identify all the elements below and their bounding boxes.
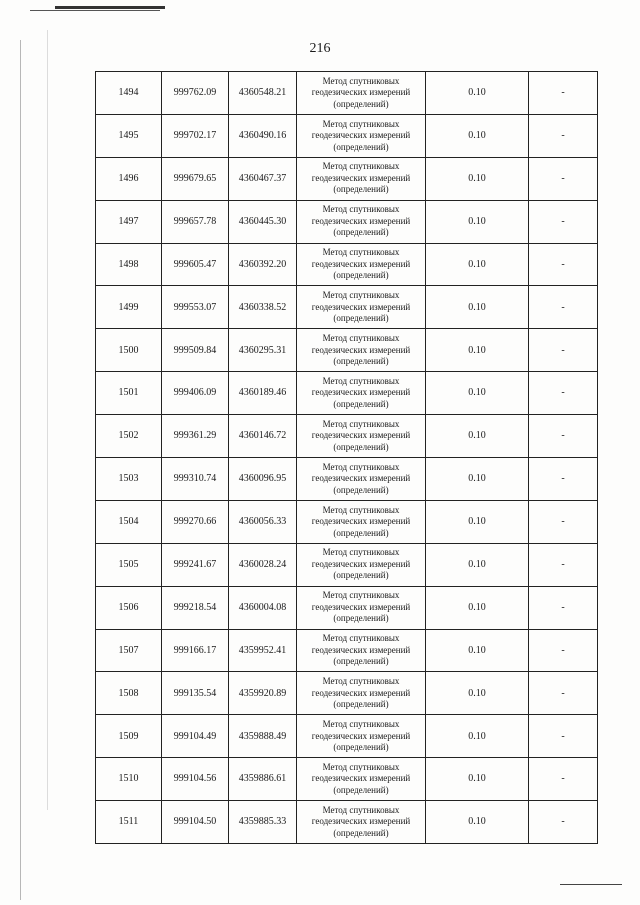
table-row	[96, 72, 598, 115]
method-line: Метод спутниковых	[322, 161, 400, 172]
method-line: (определений)	[333, 313, 389, 324]
point-number-cell: 1496	[96, 157, 162, 200]
table-row	[96, 758, 598, 801]
table-row	[96, 157, 598, 200]
scan-artifact-top-thin	[30, 10, 160, 11]
accuracy-cell: 0.10	[426, 200, 529, 243]
accuracy-cell: 0.10	[426, 586, 529, 629]
table-row	[96, 458, 598, 501]
method-cell	[297, 543, 426, 586]
y-coordinate-cell: 4360096.95	[229, 458, 297, 501]
method-line: Метод спутниковых	[322, 547, 400, 558]
y-coordinate-cell: 4360189.46	[229, 372, 297, 415]
point-number-cell: 1498	[96, 243, 162, 286]
method-line: Метод спутниковых	[322, 418, 400, 429]
x-coordinate-cell: 999509.84	[162, 329, 229, 372]
x-coordinate-cell: 999762.09	[162, 72, 229, 115]
method-cell	[297, 801, 426, 844]
method-cell	[297, 415, 426, 458]
method-cell	[297, 458, 426, 501]
method-cell	[297, 329, 426, 372]
method-line: геодезических измерений	[311, 258, 411, 269]
note-cell: -	[529, 458, 598, 501]
method-cell	[297, 72, 426, 115]
y-coordinate-cell: 4359888.49	[229, 715, 297, 758]
method-line: (определений)	[333, 270, 389, 281]
method-line: геодезических измерений	[311, 558, 411, 569]
method-cell	[297, 715, 426, 758]
point-number-cell: 1506	[96, 586, 162, 629]
method-line: геодезических измерений	[311, 773, 411, 784]
method-line: (определений)	[333, 441, 389, 452]
method-line: (определений)	[333, 656, 389, 667]
method-cell	[297, 758, 426, 801]
method-line: геодезических измерений	[311, 215, 411, 226]
method-line: геодезических измерений	[311, 387, 411, 398]
point-number-cell: 1509	[96, 715, 162, 758]
method-line: Метод спутниковых	[322, 504, 400, 515]
note-cell: -	[529, 629, 598, 672]
accuracy-cell: 0.10	[426, 372, 529, 415]
method-line: геодезических измерений	[311, 601, 411, 612]
method-line: Метод спутниковых	[322, 633, 400, 644]
scan-artifact-left-margin-inner	[47, 30, 48, 810]
y-coordinate-cell: 4360467.37	[229, 157, 297, 200]
method-line: геодезических измерений	[311, 172, 411, 183]
scan-artifact-bottom-rule	[560, 884, 622, 885]
table-row	[96, 500, 598, 543]
method-line: (определений)	[333, 356, 389, 367]
scan-artifact-left-margin	[20, 40, 21, 900]
method-line: Метод спутниковых	[322, 247, 400, 258]
x-coordinate-cell: 999104.49	[162, 715, 229, 758]
method-line: Метод спутниковых	[322, 333, 400, 344]
accuracy-cell: 0.10	[426, 243, 529, 286]
table-row	[96, 543, 598, 586]
method-line: (определений)	[333, 227, 389, 238]
x-coordinate-cell: 999166.17	[162, 629, 229, 672]
accuracy-cell: 0.10	[426, 672, 529, 715]
point-number-cell: 1502	[96, 415, 162, 458]
accuracy-cell: 0.10	[426, 286, 529, 329]
table-row	[96, 200, 598, 243]
method-line: (определений)	[333, 827, 389, 838]
accuracy-cell: 0.10	[426, 758, 529, 801]
note-cell: -	[529, 329, 598, 372]
method-cell	[297, 114, 426, 157]
y-coordinate-cell: 4360295.31	[229, 329, 297, 372]
method-line: Метод спутниковых	[322, 590, 400, 601]
method-line: Метод спутниковых	[322, 118, 400, 129]
method-line: (определений)	[333, 784, 389, 795]
point-number-cell: 1501	[96, 372, 162, 415]
method-line: (определений)	[333, 570, 389, 581]
y-coordinate-cell: 4359920.89	[229, 672, 297, 715]
method-line: (определений)	[333, 98, 389, 109]
method-line: Метод спутниковых	[322, 75, 400, 86]
y-coordinate-cell: 4360548.21	[229, 72, 297, 115]
accuracy-cell: 0.10	[426, 801, 529, 844]
method-line: геодезических измерений	[311, 301, 411, 312]
method-line: Метод спутниковых	[322, 761, 400, 772]
point-number-cell: 1499	[96, 286, 162, 329]
accuracy-cell: 0.10	[426, 415, 529, 458]
method-line: геодезических измерений	[311, 344, 411, 355]
x-coordinate-cell: 999135.54	[162, 672, 229, 715]
table-row	[96, 286, 598, 329]
method-line: Метод спутниковых	[322, 290, 400, 301]
y-coordinate-cell: 4360445.30	[229, 200, 297, 243]
table-row	[96, 114, 598, 157]
method-line: геодезических измерений	[311, 87, 411, 98]
note-cell: -	[529, 543, 598, 586]
scan-artifact-top	[55, 6, 165, 9]
note-cell: -	[529, 72, 598, 115]
method-cell	[297, 586, 426, 629]
table-row	[96, 415, 598, 458]
method-line: (определений)	[333, 141, 389, 152]
note-cell: -	[529, 586, 598, 629]
method-line: геодезических измерений	[311, 816, 411, 827]
x-coordinate-cell: 999361.29	[162, 415, 229, 458]
x-coordinate-cell: 999605.47	[162, 243, 229, 286]
note-cell: -	[529, 114, 598, 157]
method-line: Метод спутниковых	[322, 804, 400, 815]
method-line: Метод спутниковых	[322, 676, 400, 687]
y-coordinate-cell: 4359885.33	[229, 801, 297, 844]
method-line: Метод спутниковых	[322, 461, 400, 472]
method-cell	[297, 372, 426, 415]
point-number-cell: 1507	[96, 629, 162, 672]
point-number-cell: 1497	[96, 200, 162, 243]
method-line: (определений)	[333, 184, 389, 195]
method-cell	[297, 286, 426, 329]
x-coordinate-cell: 999702.17	[162, 114, 229, 157]
y-coordinate-cell: 4360392.20	[229, 243, 297, 286]
accuracy-cell: 0.10	[426, 715, 529, 758]
point-number-cell: 1494	[96, 72, 162, 115]
x-coordinate-cell: 999657.78	[162, 200, 229, 243]
method-line: Метод спутниковых	[322, 204, 400, 215]
y-coordinate-cell: 4359886.61	[229, 758, 297, 801]
y-coordinate-cell: 4360056.33	[229, 500, 297, 543]
method-line: геодезических измерений	[311, 130, 411, 141]
method-line: геодезических измерений	[311, 730, 411, 741]
table-row	[96, 629, 598, 672]
table-row	[96, 586, 598, 629]
x-coordinate-cell: 999270.66	[162, 500, 229, 543]
method-line: (определений)	[333, 742, 389, 753]
point-number-cell: 1510	[96, 758, 162, 801]
method-cell	[297, 243, 426, 286]
note-cell: -	[529, 758, 598, 801]
accuracy-cell: 0.10	[426, 458, 529, 501]
point-number-cell: 1500	[96, 329, 162, 372]
point-number-cell: 1511	[96, 801, 162, 844]
note-cell: -	[529, 801, 598, 844]
coordinates-table-body	[96, 72, 598, 844]
page-number: 216	[309, 41, 331, 56]
method-line: Метод спутниковых	[322, 719, 400, 730]
accuracy-cell: 0.10	[426, 157, 529, 200]
note-cell: -	[529, 243, 598, 286]
method-line: (определений)	[333, 484, 389, 495]
accuracy-cell: 0.10	[426, 543, 529, 586]
x-coordinate-cell: 999310.74	[162, 458, 229, 501]
x-coordinate-cell: 999553.07	[162, 286, 229, 329]
accuracy-cell: 0.10	[426, 629, 529, 672]
accuracy-cell: 0.10	[426, 500, 529, 543]
y-coordinate-cell: 4360028.24	[229, 543, 297, 586]
point-number-cell: 1504	[96, 500, 162, 543]
table-row	[96, 243, 598, 286]
note-cell: -	[529, 415, 598, 458]
table-row	[96, 329, 598, 372]
note-cell: -	[529, 672, 598, 715]
method-cell	[297, 200, 426, 243]
method-cell	[297, 157, 426, 200]
accuracy-cell: 0.10	[426, 329, 529, 372]
method-line: (определений)	[333, 613, 389, 624]
method-line: геодезических измерений	[311, 430, 411, 441]
note-cell: -	[529, 200, 598, 243]
method-line: (определений)	[333, 699, 389, 710]
x-coordinate-cell: 999241.67	[162, 543, 229, 586]
note-cell: -	[529, 715, 598, 758]
x-coordinate-cell: 999104.56	[162, 758, 229, 801]
method-line: геодезических измерений	[311, 687, 411, 698]
method-cell	[297, 672, 426, 715]
method-line: геодезических измерений	[311, 473, 411, 484]
y-coordinate-cell: 4360146.72	[229, 415, 297, 458]
method-cell	[297, 629, 426, 672]
accuracy-cell: 0.10	[426, 114, 529, 157]
point-number-cell: 1495	[96, 114, 162, 157]
y-coordinate-cell: 4359952.41	[229, 629, 297, 672]
point-number-cell: 1505	[96, 543, 162, 586]
table-row	[96, 715, 598, 758]
coordinates-table	[95, 71, 598, 844]
note-cell: -	[529, 500, 598, 543]
method-line: Метод спутниковых	[322, 375, 400, 386]
method-line: геодезических измерений	[311, 644, 411, 655]
table-row	[96, 372, 598, 415]
method-line: (определений)	[333, 527, 389, 538]
table-row	[96, 672, 598, 715]
accuracy-cell: 0.10	[426, 72, 529, 115]
note-cell: -	[529, 372, 598, 415]
x-coordinate-cell: 999679.65	[162, 157, 229, 200]
method-cell	[297, 500, 426, 543]
y-coordinate-cell: 4360338.52	[229, 286, 297, 329]
point-number-cell: 1508	[96, 672, 162, 715]
method-line: (определений)	[333, 398, 389, 409]
method-line: геодезических измерений	[311, 516, 411, 527]
point-number-cell: 1503	[96, 458, 162, 501]
y-coordinate-cell: 4360490.16	[229, 114, 297, 157]
note-cell: -	[529, 286, 598, 329]
note-cell: -	[529, 157, 598, 200]
y-coordinate-cell: 4360004.08	[229, 586, 297, 629]
x-coordinate-cell: 999406.09	[162, 372, 229, 415]
table-row	[96, 801, 598, 844]
x-coordinate-cell: 999218.54	[162, 586, 229, 629]
x-coordinate-cell: 999104.50	[162, 801, 229, 844]
